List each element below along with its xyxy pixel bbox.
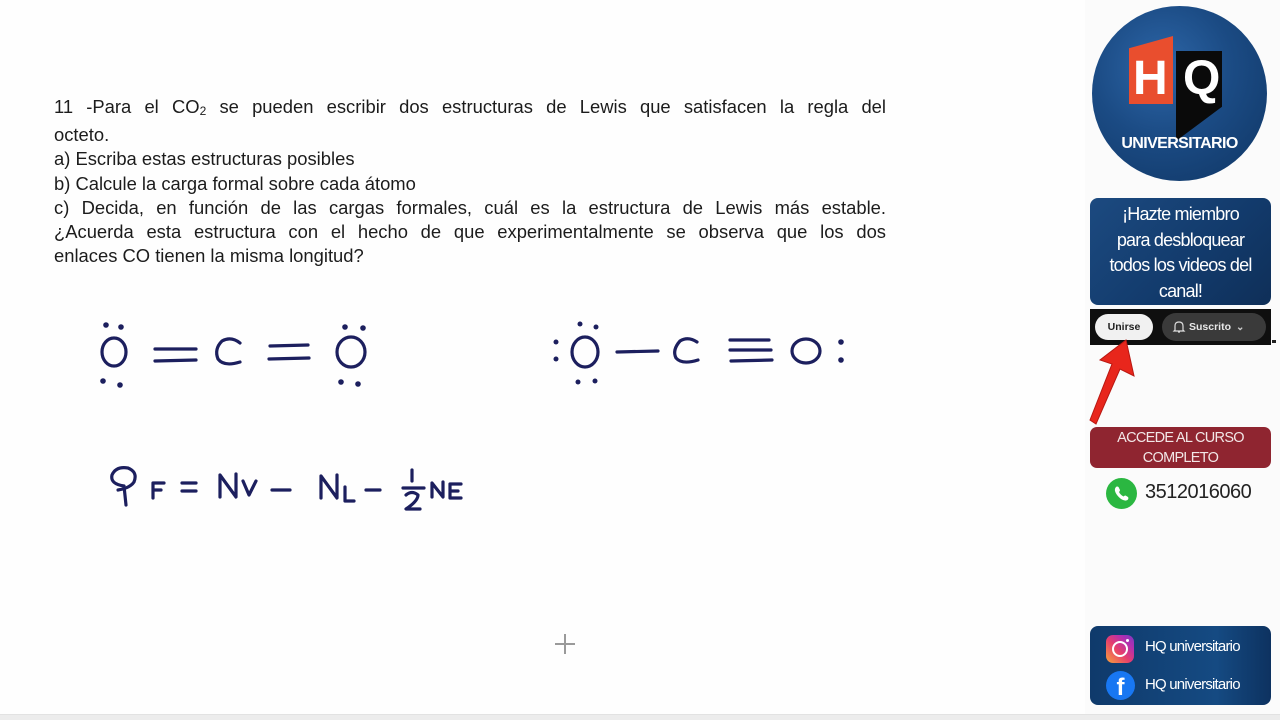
subscribed-label: Suscrito xyxy=(1189,321,1232,333)
problem-line-1: 11 -Para el $CO_2$ se pueden escribir dos estructuras de Lewis que satisfacen la regla del xyxy=(54,96,886,118)
chevron-down-icon: ⌄ xyxy=(1236,322,1245,333)
course-button-line-1: ACCEDE AL CURSO xyxy=(1117,430,1244,446)
bell-icon xyxy=(1172,320,1186,334)
membership-promo xyxy=(1090,198,1271,305)
logo-q-letter: Q xyxy=(1183,52,1221,105)
problem-item-c: c) Decida, en función de las cargas formales, cuál es la estructura de Lewis más estable. xyxy=(54,196,886,218)
dot-mark xyxy=(1272,340,1276,343)
red-arrow-icon xyxy=(1088,336,1138,431)
course-button-line-2: COMPLETO xyxy=(1142,450,1219,466)
problem-statement xyxy=(54,95,886,268)
social-links xyxy=(1090,626,1271,705)
formal-charge-formula xyxy=(0,0,1,1)
problem-line-6: ¿Acuerda esta estructura con el hecho de que experimentalmente se observa que los dos xyxy=(54,221,886,243)
logo-brand-text: UNIVERSITARIO xyxy=(1121,135,1238,152)
problem-item-a: a) Escriba estas estructuras posibles xyxy=(54,148,355,170)
whatsapp-number[interactable]: 3512016060 xyxy=(1145,481,1252,503)
instagram-link[interactable] xyxy=(1090,632,1271,662)
instagram-label: HQ universitario xyxy=(1145,638,1240,655)
crosshair-cursor-icon xyxy=(555,634,575,654)
promo-line: canal! xyxy=(1158,280,1203,301)
problem-line-2: octeto. xyxy=(54,124,110,146)
promo-line: ¡Hazte miembro xyxy=(1122,204,1239,224)
bottom-edge xyxy=(0,714,1280,720)
join-button[interactable]: Unirse xyxy=(1095,314,1153,340)
promo-line: para desbloquear xyxy=(1116,229,1245,250)
facebook-link[interactable] xyxy=(1090,670,1271,700)
access-course-button[interactable] xyxy=(1090,427,1271,468)
subscribed-button[interactable] xyxy=(1162,313,1266,341)
whatsapp-icon xyxy=(1106,478,1137,509)
hq-universitario-logo xyxy=(1092,6,1267,181)
problem-line-7: enlaces CO tienen la misma longitud? xyxy=(54,245,364,267)
logo-h-letter: H xyxy=(1133,52,1168,105)
instagram-icon xyxy=(1106,635,1134,663)
problem-item-b: b) Calcule la carga formal sobre cada átomo xyxy=(54,172,416,194)
facebook-icon: f xyxy=(1106,671,1135,700)
facebook-label: HQ universitario xyxy=(1145,676,1240,693)
promo-line: todos los videos del xyxy=(1109,255,1252,275)
